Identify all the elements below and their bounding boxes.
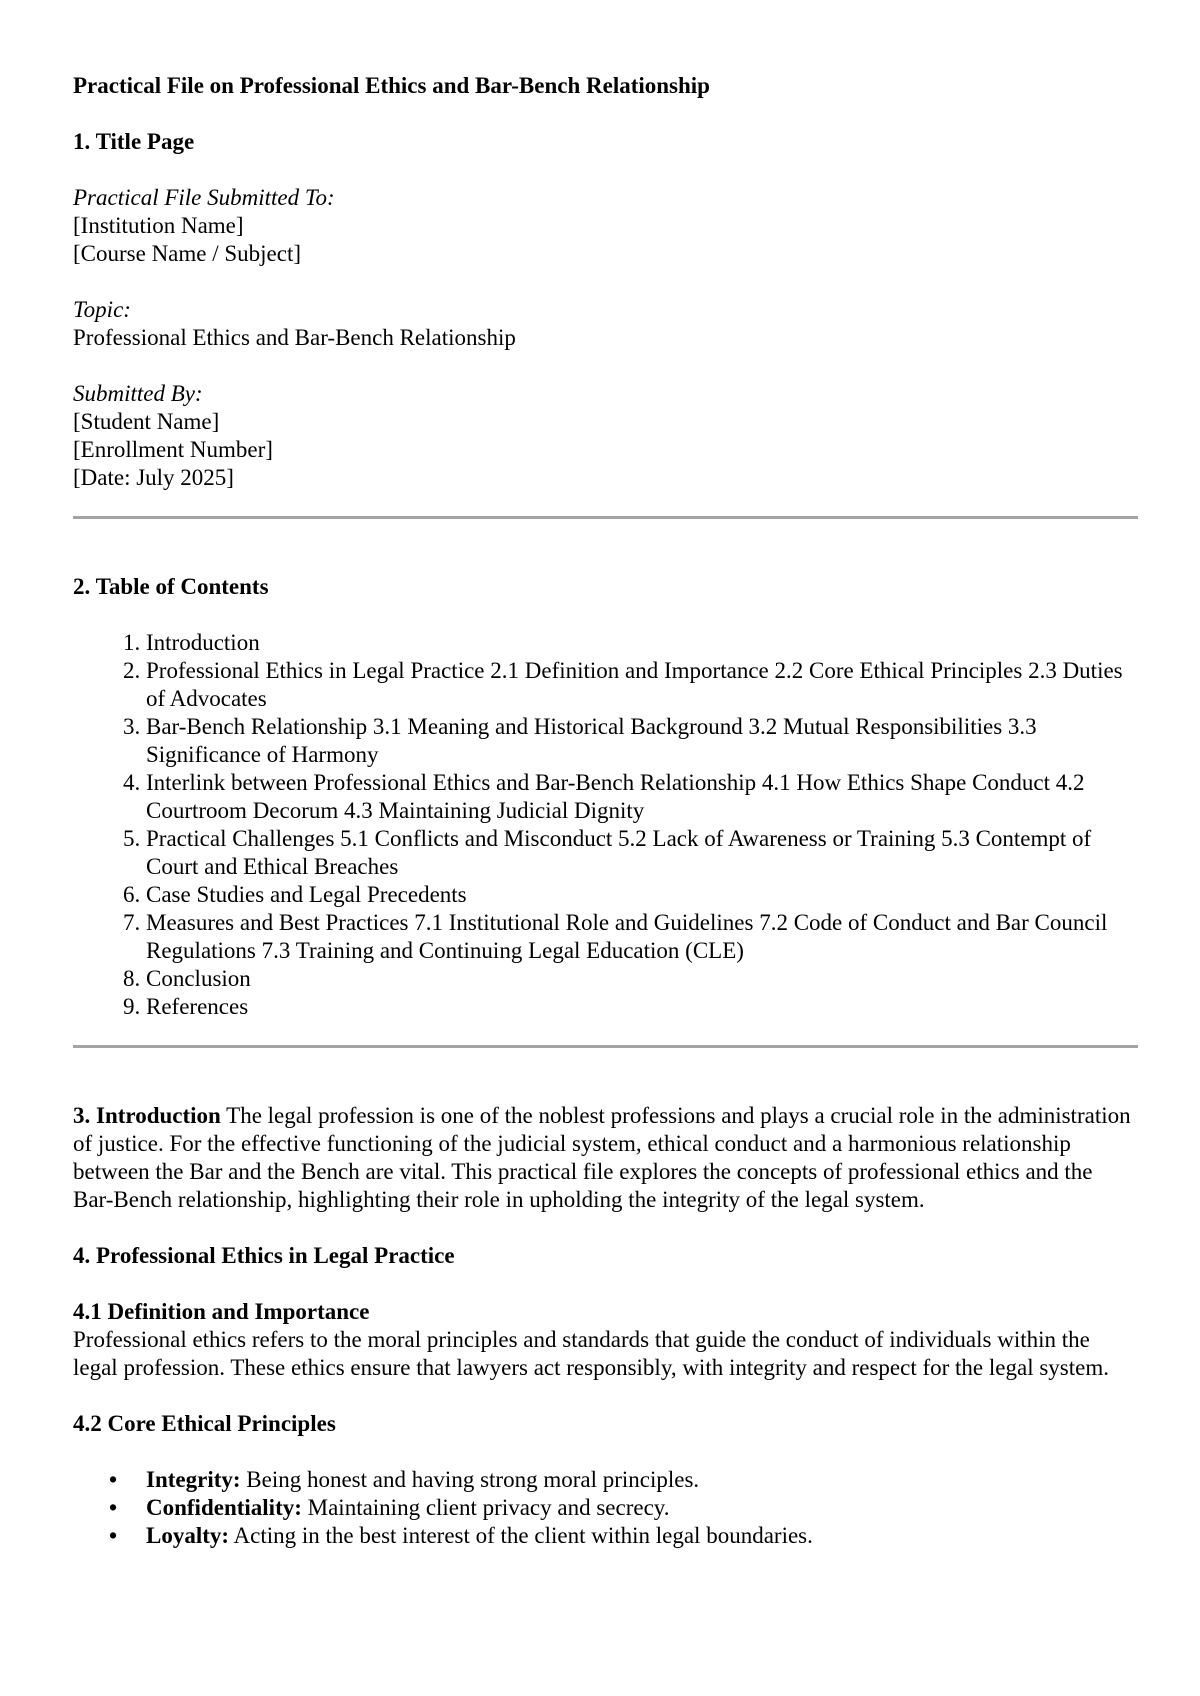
bullet-icon: • xyxy=(109,1467,118,1492)
principle-term: Loyalty: xyxy=(146,1523,230,1548)
toc-item: 8. Conclusion xyxy=(146,965,1138,993)
document-title: Practical File on Professional Ethics and Bar-Bench Relationship xyxy=(73,73,710,98)
principle-desc: Acting in the best interest of the client within legal boundaries. xyxy=(229,1523,813,1548)
institution-name: [Institution Name] xyxy=(73,213,244,238)
principles-list xyxy=(73,1466,1138,1550)
topic-label: Topic: xyxy=(73,297,131,322)
student-name: [Student Name] xyxy=(73,409,220,434)
topic-value: Professional Ethics and Bar-Bench Relationship xyxy=(73,325,516,350)
list-item xyxy=(109,1466,1138,1494)
toc-item: 6. Case Studies and Legal Precedents xyxy=(146,881,1138,909)
toc-item: 4. Interlink between Professional Ethics and Bar-Bench Relationship 4.1 How Ethics Shape Conduct 4.2 Courtroom Decorum 4.3 Maintaining Judicial Dignity xyxy=(146,769,1138,825)
bullet-icon: • xyxy=(109,1523,118,1548)
list-item xyxy=(109,1494,1138,1522)
toc-item: 9. References xyxy=(146,993,1138,1021)
toc-item: 3. Bar-Bench Relationship 3.1 Meaning and Historical Background 3.2 Mutual Responsibilities 3.3 Significance of Harmony xyxy=(146,713,1138,769)
course-name: [Course Name / Subject] xyxy=(73,241,302,266)
title-page-heading: 1. Title Page xyxy=(73,129,195,154)
toc-item: 2. Professional Ethics in Legal Practice 2.1 Definition and Importance 2.2 Core Ethical Principles 2.3 Duties of Advocates xyxy=(146,657,1138,713)
submitted-by-label: Submitted By: xyxy=(73,381,203,406)
toc-item: 1. Introduction xyxy=(146,629,1138,657)
definition-text: Professional ethics refers to the moral principles and standards that guide the conduct of individuals within the legal profession. These ethics ensure that lawyers act responsibly, with integrity and respect for the legal system. xyxy=(73,1327,1109,1380)
enrollment-number: [Enrollment Number] xyxy=(73,437,273,462)
definition-heading: 4.1 Definition and Importance xyxy=(73,1299,370,1324)
toc-item: 7. Measures and Best Practices 7.1 Institutional Role and Guidelines 7.2 Code of Conduct and Bar Council Regulations 7.3 Training and Continuing Legal Education (CLE) xyxy=(146,909,1138,965)
principle-term: Confidentiality: xyxy=(146,1495,302,1520)
document xyxy=(73,72,1138,1550)
toc-heading: 2. Table of Contents xyxy=(73,574,269,599)
introduction-heading: 3. Introduction xyxy=(73,1103,221,1128)
section4-heading: 4. Professional Ethics in Legal Practice xyxy=(73,1243,455,1268)
introduction-paragraph xyxy=(73,1102,1138,1214)
submitted-to-label: Practical File Submitted To: xyxy=(73,185,335,210)
principle-desc: Maintaining client privacy and secrecy. xyxy=(301,1495,670,1520)
principles-heading: 4.2 Core Ethical Principles xyxy=(73,1411,336,1436)
introduction-text: The legal profession is one of the noblest professions and plays a crucial role in the administration of justice. For the effective functioning of the judicial system, ethical conduct and a harmonious relationship between the Bar and the Bench are vital. This practical file explores the concepts of professional ethics and the Bar-Bench relationship, highlighting their role in upholding the integrity of the legal system. xyxy=(73,1103,1131,1212)
submission-date: [Date: July 2025] xyxy=(73,465,234,490)
principle-term: Integrity: xyxy=(146,1467,241,1492)
principle-desc: Being honest and having strong moral principles. xyxy=(240,1467,700,1492)
toc-list xyxy=(73,629,1138,1021)
toc-item: 5. Practical Challenges 5.1 Conflicts and Misconduct 5.2 Lack of Awareness or Training 5.3 Contempt of Court and Ethical Breaches xyxy=(146,825,1138,881)
list-item xyxy=(109,1522,1138,1550)
bullet-icon: • xyxy=(109,1495,118,1520)
